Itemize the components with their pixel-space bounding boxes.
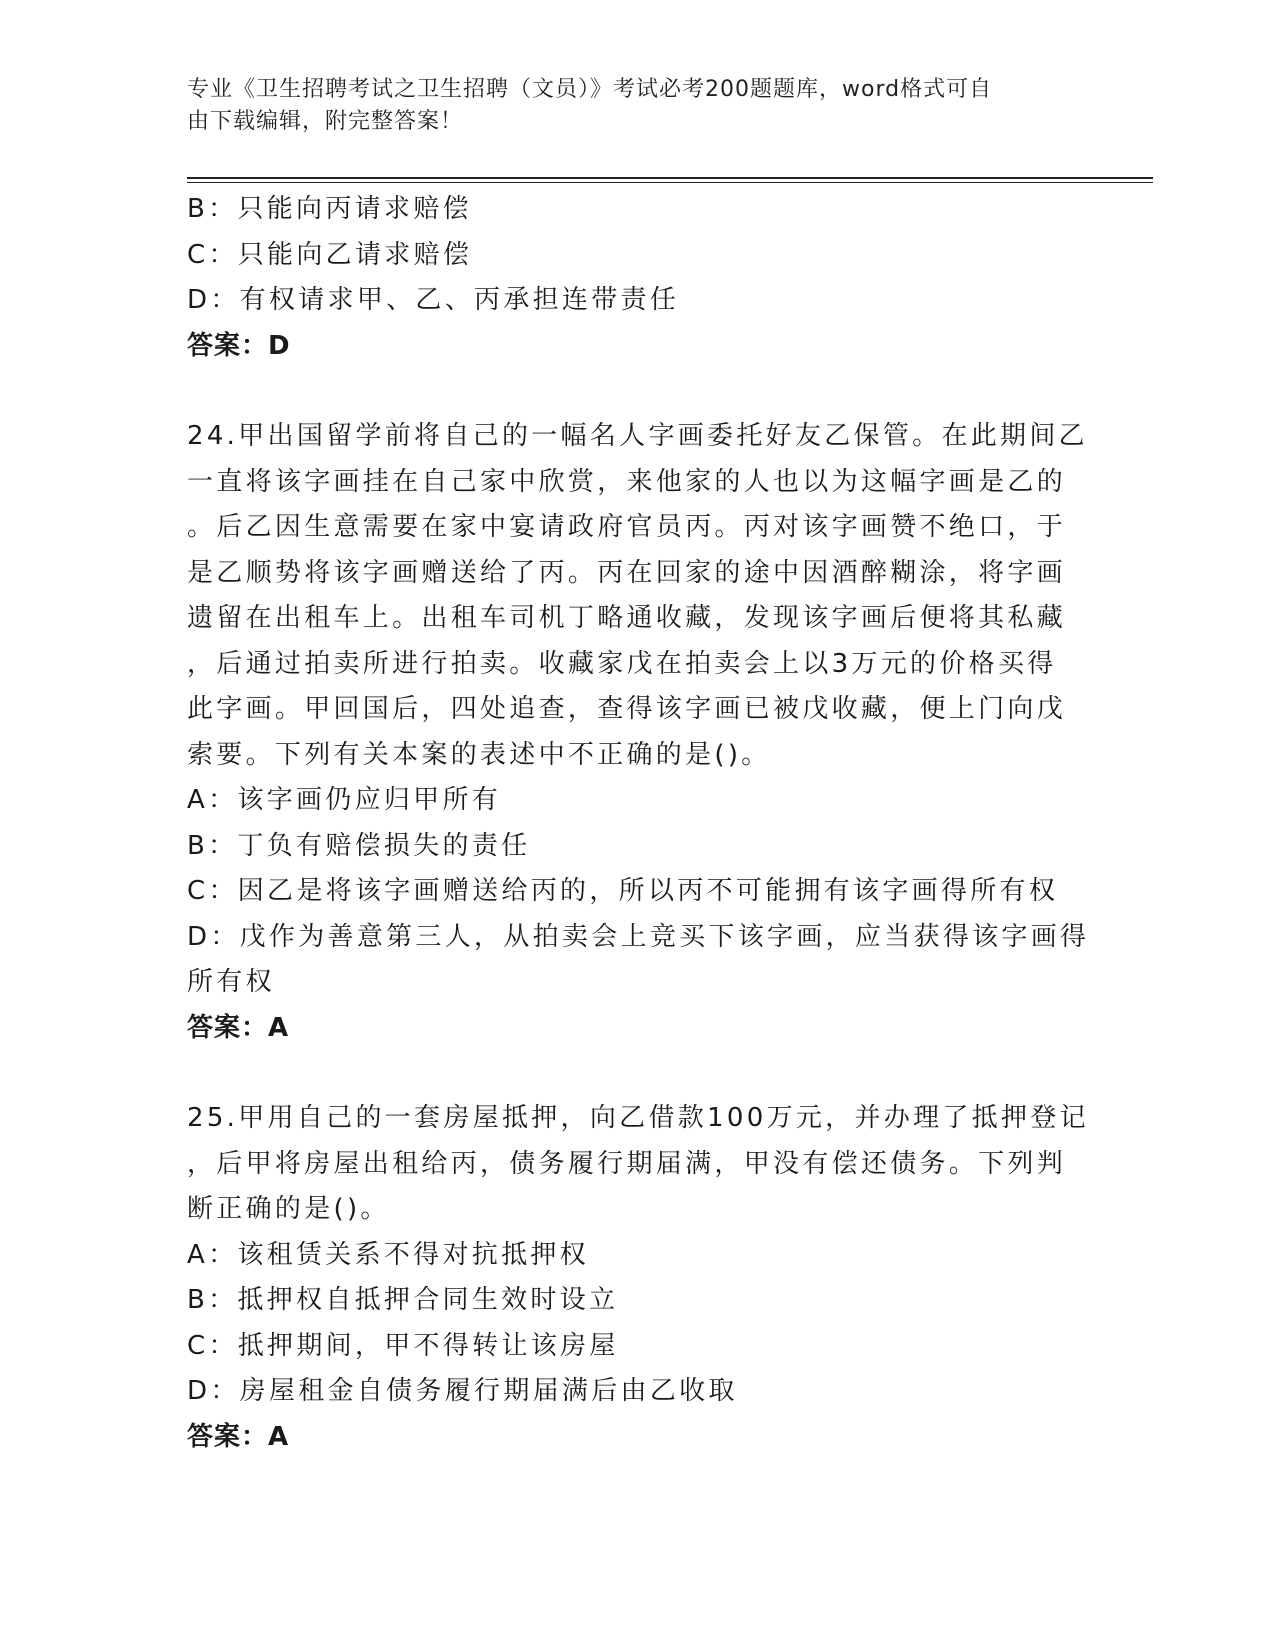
q23-option-c: C：只能向乙请求赔偿: [187, 239, 473, 270]
q24-stem-line: 索要。下列有关本案的表述中不正确的是()。: [187, 739, 771, 770]
header-rule-thin: [187, 182, 1153, 183]
spacer: [187, 369, 1077, 414]
q24-stem-line: 一直将该字画挂在自己家中欣赏，来他家的人也以为这幅字画是乙的: [187, 466, 1067, 497]
question-23-tail: [187, 187, 1077, 369]
q24-option-d-cont: 所有权: [187, 967, 275, 997]
q24-answer: 答案：A: [187, 1012, 290, 1043]
q24-stem-line: ，后通过拍卖所进行拍卖。收藏家戊在拍卖会上以3万元的价格买得: [187, 648, 1057, 679]
q23-option-b: B：只能向丙请求赔偿: [187, 194, 472, 224]
header-line-1: 专业《卫生招聘考试之卫生招聘（文员）》考试必考200题题库，word格式可自: [187, 77, 993, 102]
header-line-2: 由下载编辑，附完整答案！: [187, 109, 464, 134]
q25-option-c: C：抵押期间，甲不得转让该房屋: [187, 1330, 619, 1361]
q23-option-d: D：有权请求甲、乙、丙承担连带责任: [187, 285, 680, 315]
q24-option-b: B：丁负有赔偿损失的责任: [187, 830, 531, 861]
q24-stem-line: 。后乙因生意需要在家中宴请政府官员丙。丙对该字画赞不绝口，于: [187, 512, 1067, 542]
q25-stem-line: 断正确的是()。: [187, 1194, 390, 1224]
header-rule-thick: [187, 177, 1153, 179]
q25-stem-line: ，后甲将房屋出租给丙，债务履行期届满，甲没有偿还债务。下列判: [187, 1148, 1067, 1179]
question-25: [187, 1096, 1089, 1460]
q24-option-c: C：因乙是将该字画赠送给丙的，所以丙不可能拥有该字画得所有权: [187, 876, 1059, 906]
question-24: [187, 414, 1090, 1051]
q25-answer: 答案：A: [187, 1421, 290, 1452]
q24-stem-line: 24.甲出国留学前将自己的一幅名人字画委托好友乙保管。在此期间乙: [187, 421, 1088, 451]
q24-stem-line: 此字画。甲回国后，四处追查，查得该字画已被戊收藏，便上门向戊: [187, 694, 1067, 724]
spacer: [187, 1051, 1077, 1096]
q24-option-a: A：该字画仍应归甲所有: [187, 785, 502, 815]
q25-option-d: D：房屋租金自债务履行期届满后由乙收取: [187, 1376, 738, 1406]
q24-stem-line: 遗留在出租车上。出租车司机丁略通收藏，发现该字画后便将其私藏: [187, 603, 1067, 633]
page-header: [187, 74, 1067, 138]
document-body: [187, 187, 1090, 1460]
q23-answer: 答案：D: [187, 330, 291, 361]
q25-option-b: B：抵押权自抵押合同生效时设立: [187, 1285, 619, 1315]
q24-stem-line: 是乙顺势将该字画赠送给了丙。丙在回家的途中因酒醉糊涂，将字画: [187, 557, 1067, 588]
q25-option-a: A：该租赁关系不得对抗抵押权: [187, 1239, 589, 1270]
q25-stem-line: 25.甲用自己的一套房屋抵押，向乙借款100万元，并办理了抵押登记: [187, 1103, 1089, 1133]
q24-option-d: D：戊作为善意第三人，从拍卖会上竞买下该字画，应当获得该字画得: [187, 921, 1090, 952]
